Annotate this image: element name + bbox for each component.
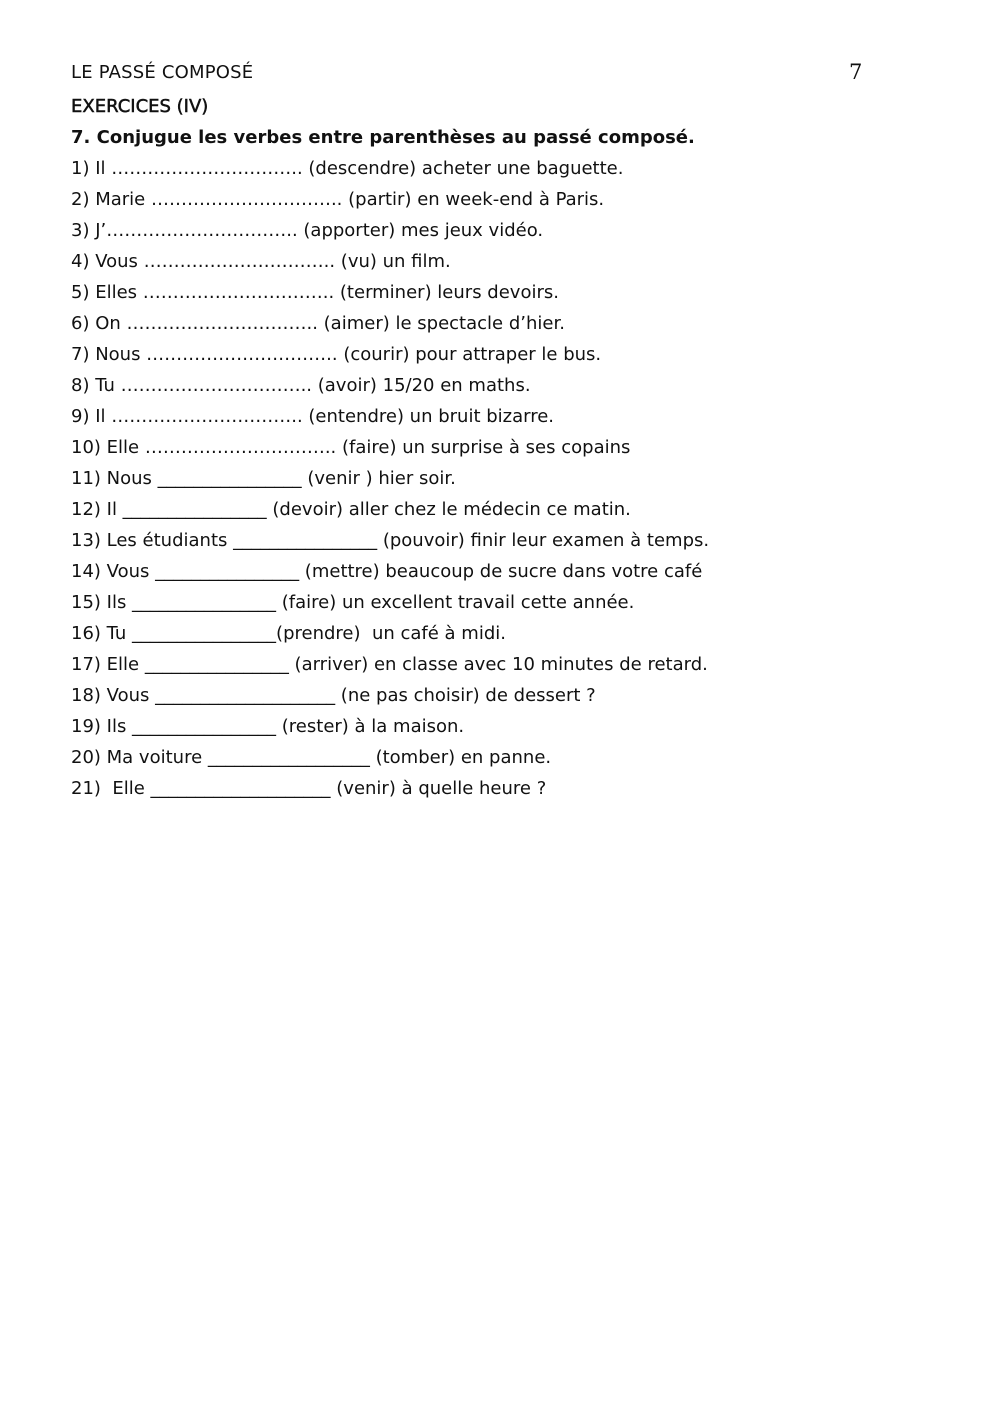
- exercise-item: 21) Elle ____________________ (venir) à quelle heure ?: [71, 778, 547, 799]
- exercise-item: 18) Vous ____________________ (ne pas choisir) de dessert ?: [71, 685, 596, 706]
- exercise-item: 6) On ………………………….. (aimer) le spectacle d’hier.: [71, 313, 565, 334]
- exercise-item: 3) J’………………………….. (apporter) mes jeux vidéo.: [71, 220, 544, 241]
- exercise-item: 7) Nous ………………………….. (courir) pour attraper le bus.: [71, 344, 602, 365]
- exercise-item: 10) Elle ………………………….. (faire) un surprise à ses copains: [71, 437, 631, 458]
- page-number: 7: [849, 60, 863, 84]
- exercise-instruction: 7. Conjugue les verbes entre parenthèses au passé composé.: [71, 127, 695, 148]
- exercise-item: 16) Tu ________________(prendre) un café à midi.: [71, 623, 506, 644]
- exercise-item: 4) Vous ………………………….. (vu) un film.: [71, 251, 451, 272]
- exercise-list: [71, 157, 709, 808]
- section-subtitle: EXERCICES (IV): [71, 96, 209, 117]
- exercise-item: 17) Elle ________________ (arriver) en classe avec 10 minutes de retard.: [71, 654, 708, 675]
- exercise-item: 1) Il ………………………….. (descendre) acheter une baguette.: [71, 158, 624, 179]
- exercise-item: 12) Il ________________ (devoir) aller chez le médecin ce matin.: [71, 499, 631, 520]
- exercise-item: 9) Il ………………………….. (entendre) un bruit bizarre.: [71, 406, 555, 427]
- exercise-item: 5) Elles ………………………….. (terminer) leurs devoirs.: [71, 282, 559, 303]
- exercise-item: 11) Nous ________________ (venir ) hier soir.: [71, 468, 456, 489]
- exercise-item: 20) Ma voiture __________________ (tomber) en panne.: [71, 747, 552, 768]
- exercise-item: 14) Vous ________________ (mettre) beaucoup de sucre dans votre café: [71, 561, 703, 582]
- exercise-item: 19) Ils ________________ (rester) à la maison.: [71, 716, 465, 737]
- exercise-item: 15) Ils ________________ (faire) un excellent travail cette année.: [71, 592, 635, 613]
- exercise-item: 2) Marie ………………………….. (partir) en week-end à Paris.: [71, 189, 605, 210]
- document-title: LE PASSÉ COMPOSÉ: [71, 62, 254, 83]
- exercise-item: 13) Les étudiants ________________ (pouvoir) finir leur examen à temps.: [71, 530, 710, 551]
- exercise-item: 8) Tu ………………………….. (avoir) 15/20 en maths.: [71, 375, 531, 396]
